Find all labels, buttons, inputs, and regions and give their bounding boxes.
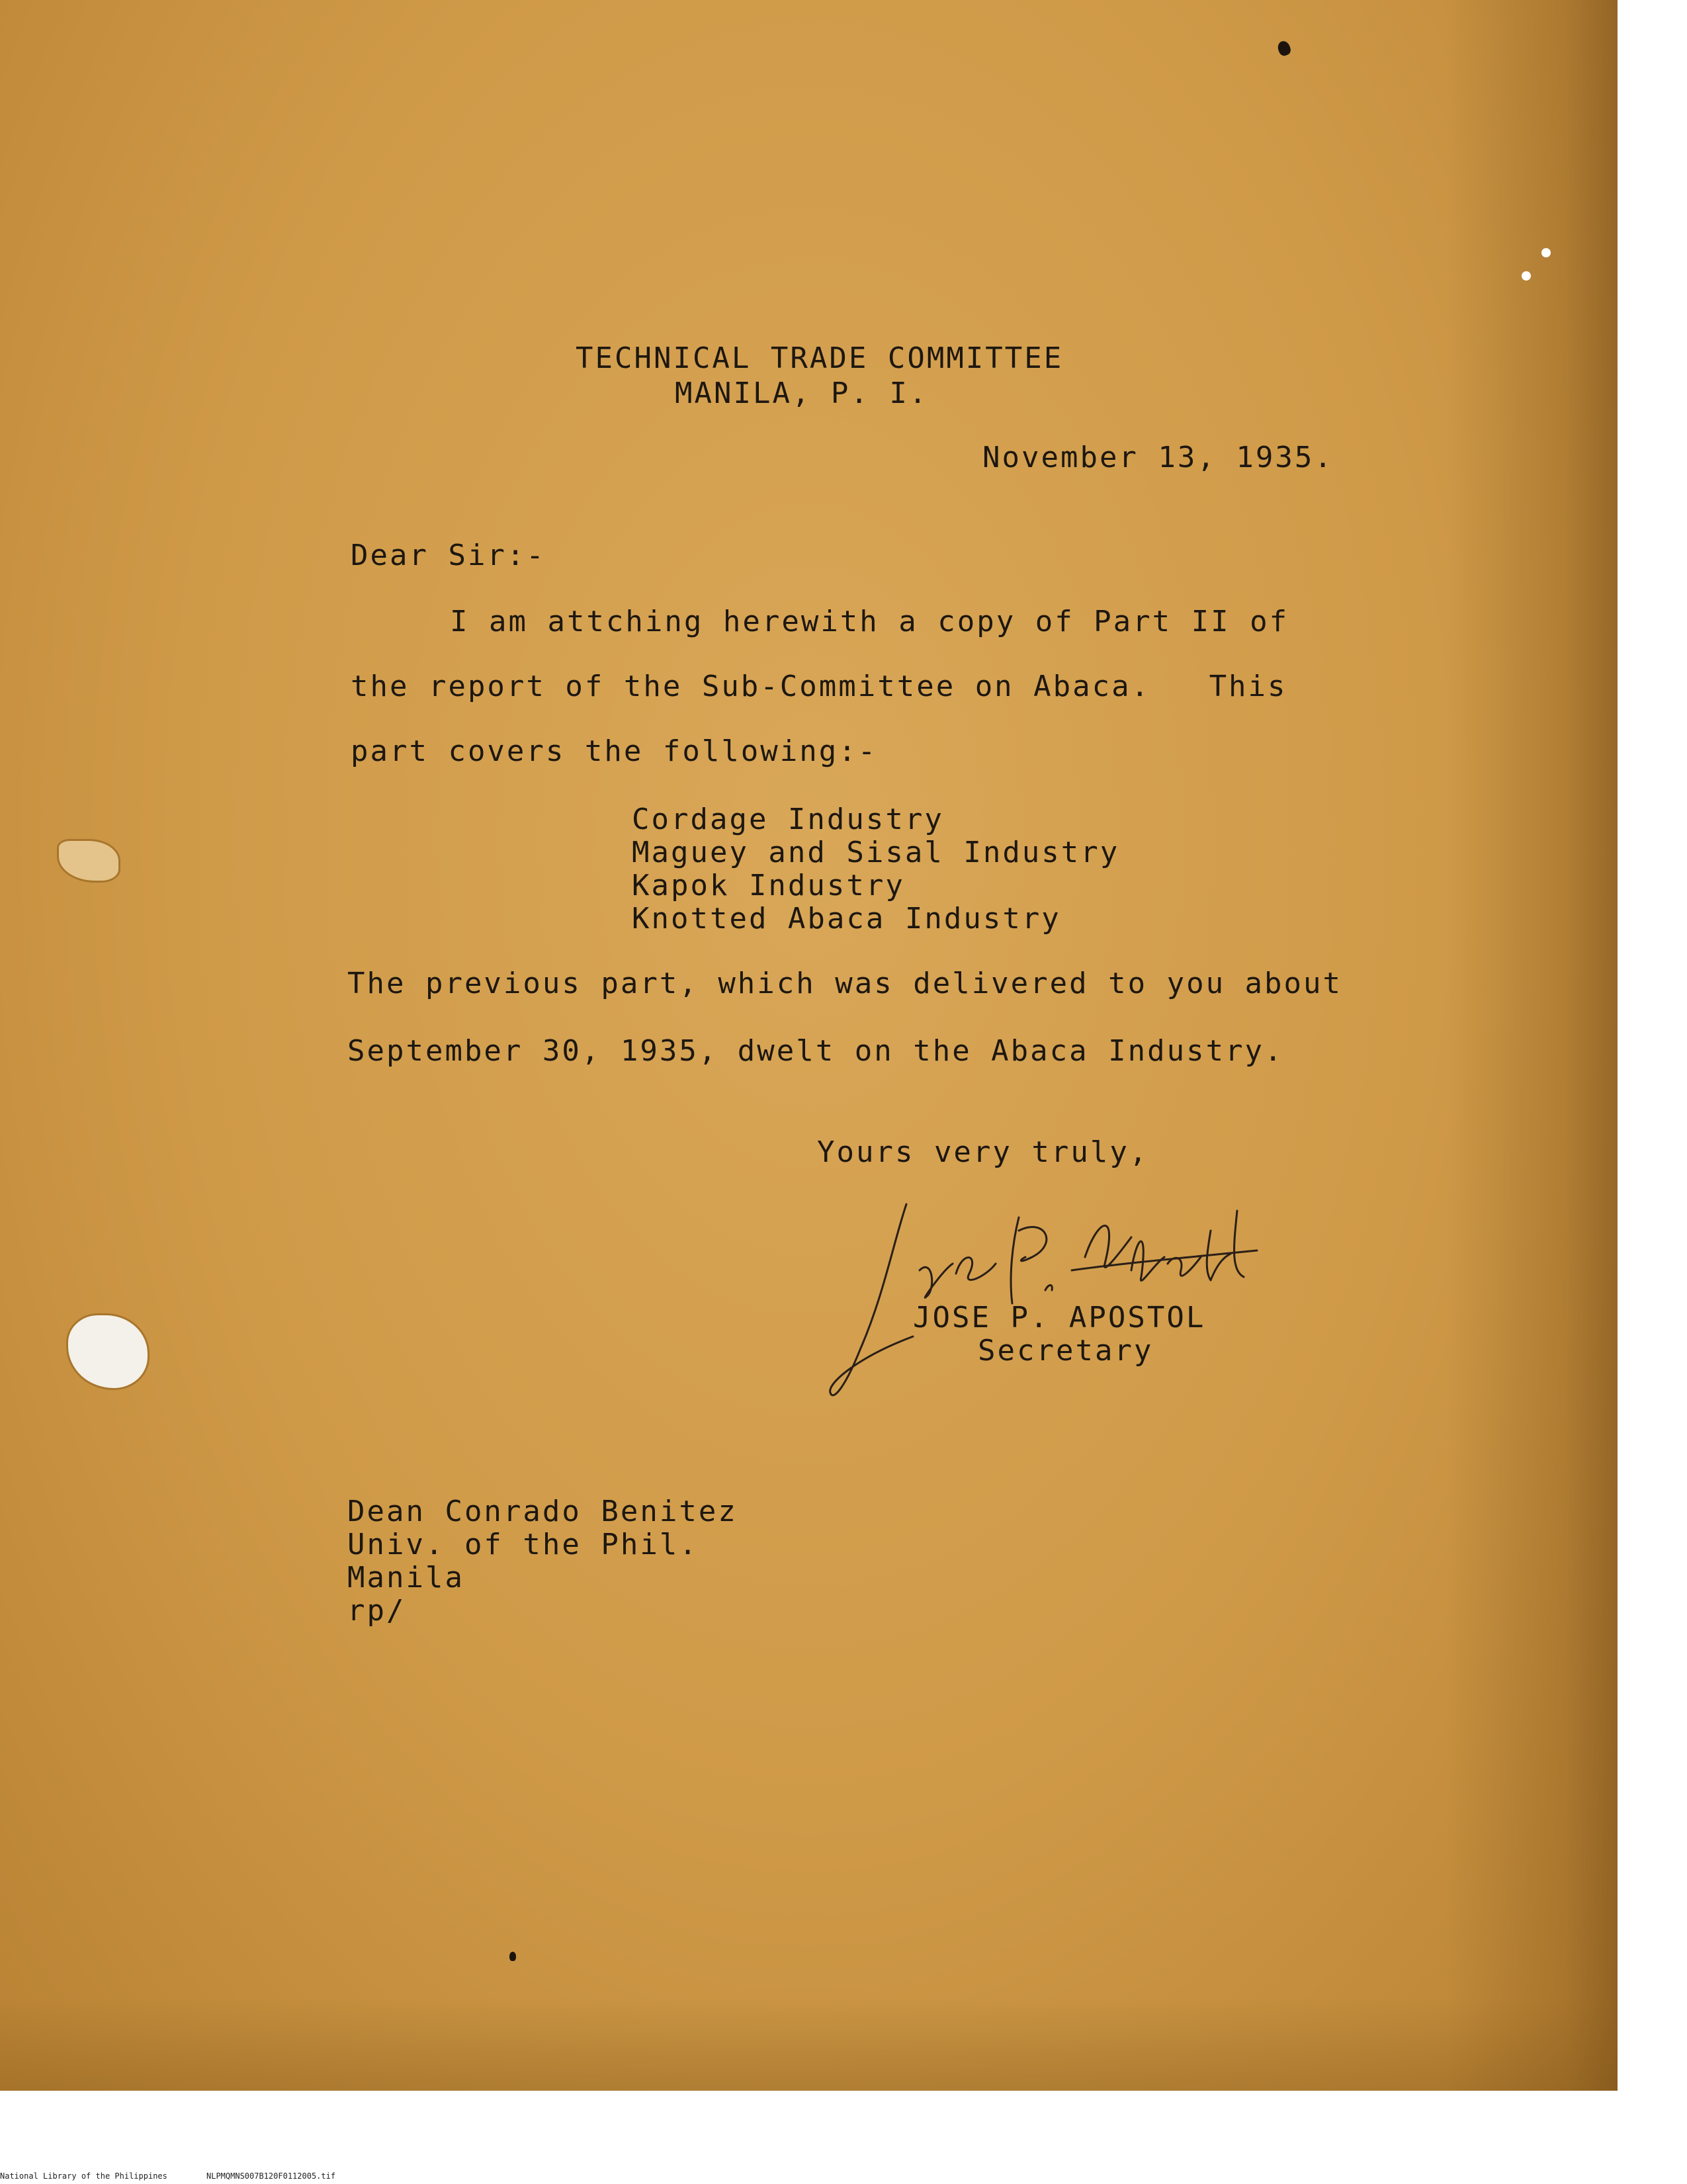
paragraph-line: part covers the following:- bbox=[351, 734, 878, 768]
page-edge-shading bbox=[1446, 0, 1618, 2091]
industry-list-item: Cordage Industry bbox=[632, 803, 944, 836]
paragraph-line: the report of the Sub-Committee on Abaca. This bbox=[351, 670, 1287, 703]
industry-list-item: Maguey and Sisal Industry bbox=[632, 836, 1120, 869]
addressee-line: Manila bbox=[347, 1561, 464, 1594]
addressee-line: Dean Conrado Benitez bbox=[347, 1495, 738, 1528]
paragraph-line: I am attching herewith a copy of Part II of bbox=[450, 605, 1289, 638]
letterhead-location: MANILA, P. I. bbox=[675, 376, 929, 410]
industry-list-item: Knotted Abaca Industry bbox=[632, 902, 1061, 936]
industry-list-item: Kapok Industry bbox=[632, 869, 905, 902]
letterhead-title: TECHNICAL TRADE COMMITTEE bbox=[576, 341, 1064, 375]
handwritten-signature bbox=[820, 1191, 1270, 1409]
scan-footer-file-id: NLPMQMNS007B120F0112005.tif bbox=[206, 2171, 336, 2181]
paper-tear bbox=[66, 1313, 150, 1390]
addressee-line: Univ. of the Phil. bbox=[347, 1528, 699, 1561]
paper-tear bbox=[57, 839, 120, 883]
paper-hole bbox=[1541, 248, 1551, 257]
paragraph-line: The previous part, which was delivered to you about bbox=[347, 967, 1343, 1000]
ink-spot bbox=[509, 1952, 516, 1961]
paper-hole bbox=[1522, 271, 1531, 281]
complimentary-close: Yours very truly, bbox=[817, 1135, 1149, 1169]
signatory-title: Secretary bbox=[978, 1334, 1154, 1368]
ink-spot bbox=[1276, 40, 1292, 58]
salutation: Dear Sir:- bbox=[351, 539, 546, 572]
page-bottom-shading bbox=[0, 1998, 1618, 2091]
signatory-name: JOSE P. APOSTOL bbox=[913, 1301, 1206, 1334]
letter-date: November 13, 1935. bbox=[982, 441, 1334, 474]
typist-initials: rp/ bbox=[347, 1594, 406, 1628]
scan-footer-institution: National Library of the Philippines bbox=[0, 2171, 167, 2181]
paragraph-line: September 30, 1935, dwelt on the Abaca Industry. bbox=[347, 1034, 1284, 1068]
